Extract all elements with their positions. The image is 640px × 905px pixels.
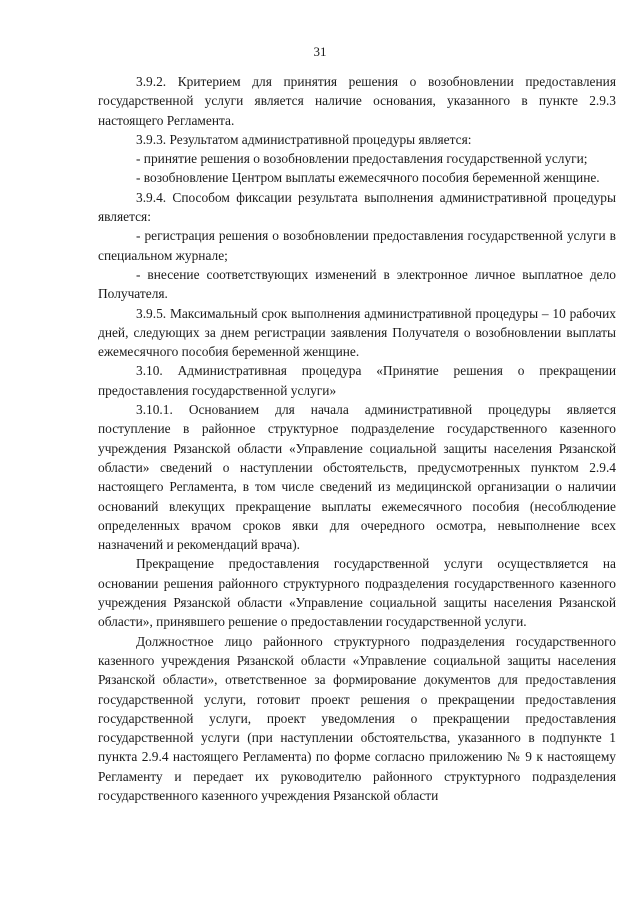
document-body [98, 72, 616, 805]
list-item-resume-decision: - принятие решения о возобновлении предоставления государственной услуги; [136, 151, 588, 167]
paragraph-3-9-5: 3.9.5. Максимальный срок выполнения административной процедуры – 10 рабочих дней, следующих за днем регистрации заявления Получателя о возобновлении выплаты ежемесячного пособия беременной женщине. [98, 305, 616, 360]
paragraph-3-9-2: 3.9.2. Критерием для принятия решения о возобновлении предоставления государственной услуги является наличие основания, указанного в пункте 2.9.3 настоящего Регламента. [98, 74, 616, 128]
paragraph-official: Должностное лицо районного структурного подразделения государственного казенного учреждения Рязанской области «Управление социальной защиты населения Рязанской области», ответственное за формирование документов для предоставления государственной услуги, готовит проект решения о прекращении предоставления государственной услуги, проект уведомления о прекращении предоставления государственной услуги (при наступлении обстоятельства, указанного в подпункте 1 пункта 2.9.4 настоящего Регламента) по форме согласно приложению № 9 к настоящему Регламенту и передает их руководителю районного структурного подразделения государственного казенного учреждения Рязанской области [98, 633, 616, 803]
list-item-registration: - регистрация решения о возобновлении предоставления государственной услуги в специальном журнале; [98, 228, 616, 263]
paragraph-3-9-4: 3.9.4. Способом фиксации результата выполнения административной процедуры является: [98, 189, 616, 225]
paragraph-3-9-3: 3.9.3. Результатом административной процедуры является: [136, 131, 472, 147]
paragraph-3-10-1: 3.10.1. Основанием для начала административной процедуры является поступление в районное структурное подразделение государственного казенного учреждения Рязанской области «Управление социальной защиты населения Рязанской области» сведений о наступлении обстоятельств, предусмотренных пунктом 2.9.4 настоящего Регламента, в том числе сведений из медицинской организации о наличии оснований влекущих прекращение выплаты ежемесячного пособия (несоблюдение определенных врачом сроков явки для очередного осмотра, невыполнение всех назначений и рекомендаций врача). [98, 402, 616, 553]
list-item-changes: - внесение соответствующих изменений в электронное личное выплатное дело Получателя. [98, 266, 616, 302]
paragraph-termination: Прекращение предоставления государственной услуги осуществляется на основании решения районного структурного подразделения государственного казенного учреждения Рязанской области «Управление социальной защиты населения Рязанской области», принявшего решение о предоставлении государственной услуги. [98, 556, 616, 630]
list-item-resume-payment: - возобновление Центром выплаты ежемесячного пособия беременной женщине. [136, 170, 600, 186]
page-number: 31 [313, 44, 327, 59]
section-heading-3-10: 3.10. Административная процедура «Принятие решения о прекращении предоставления государственной услуги» [98, 363, 616, 398]
